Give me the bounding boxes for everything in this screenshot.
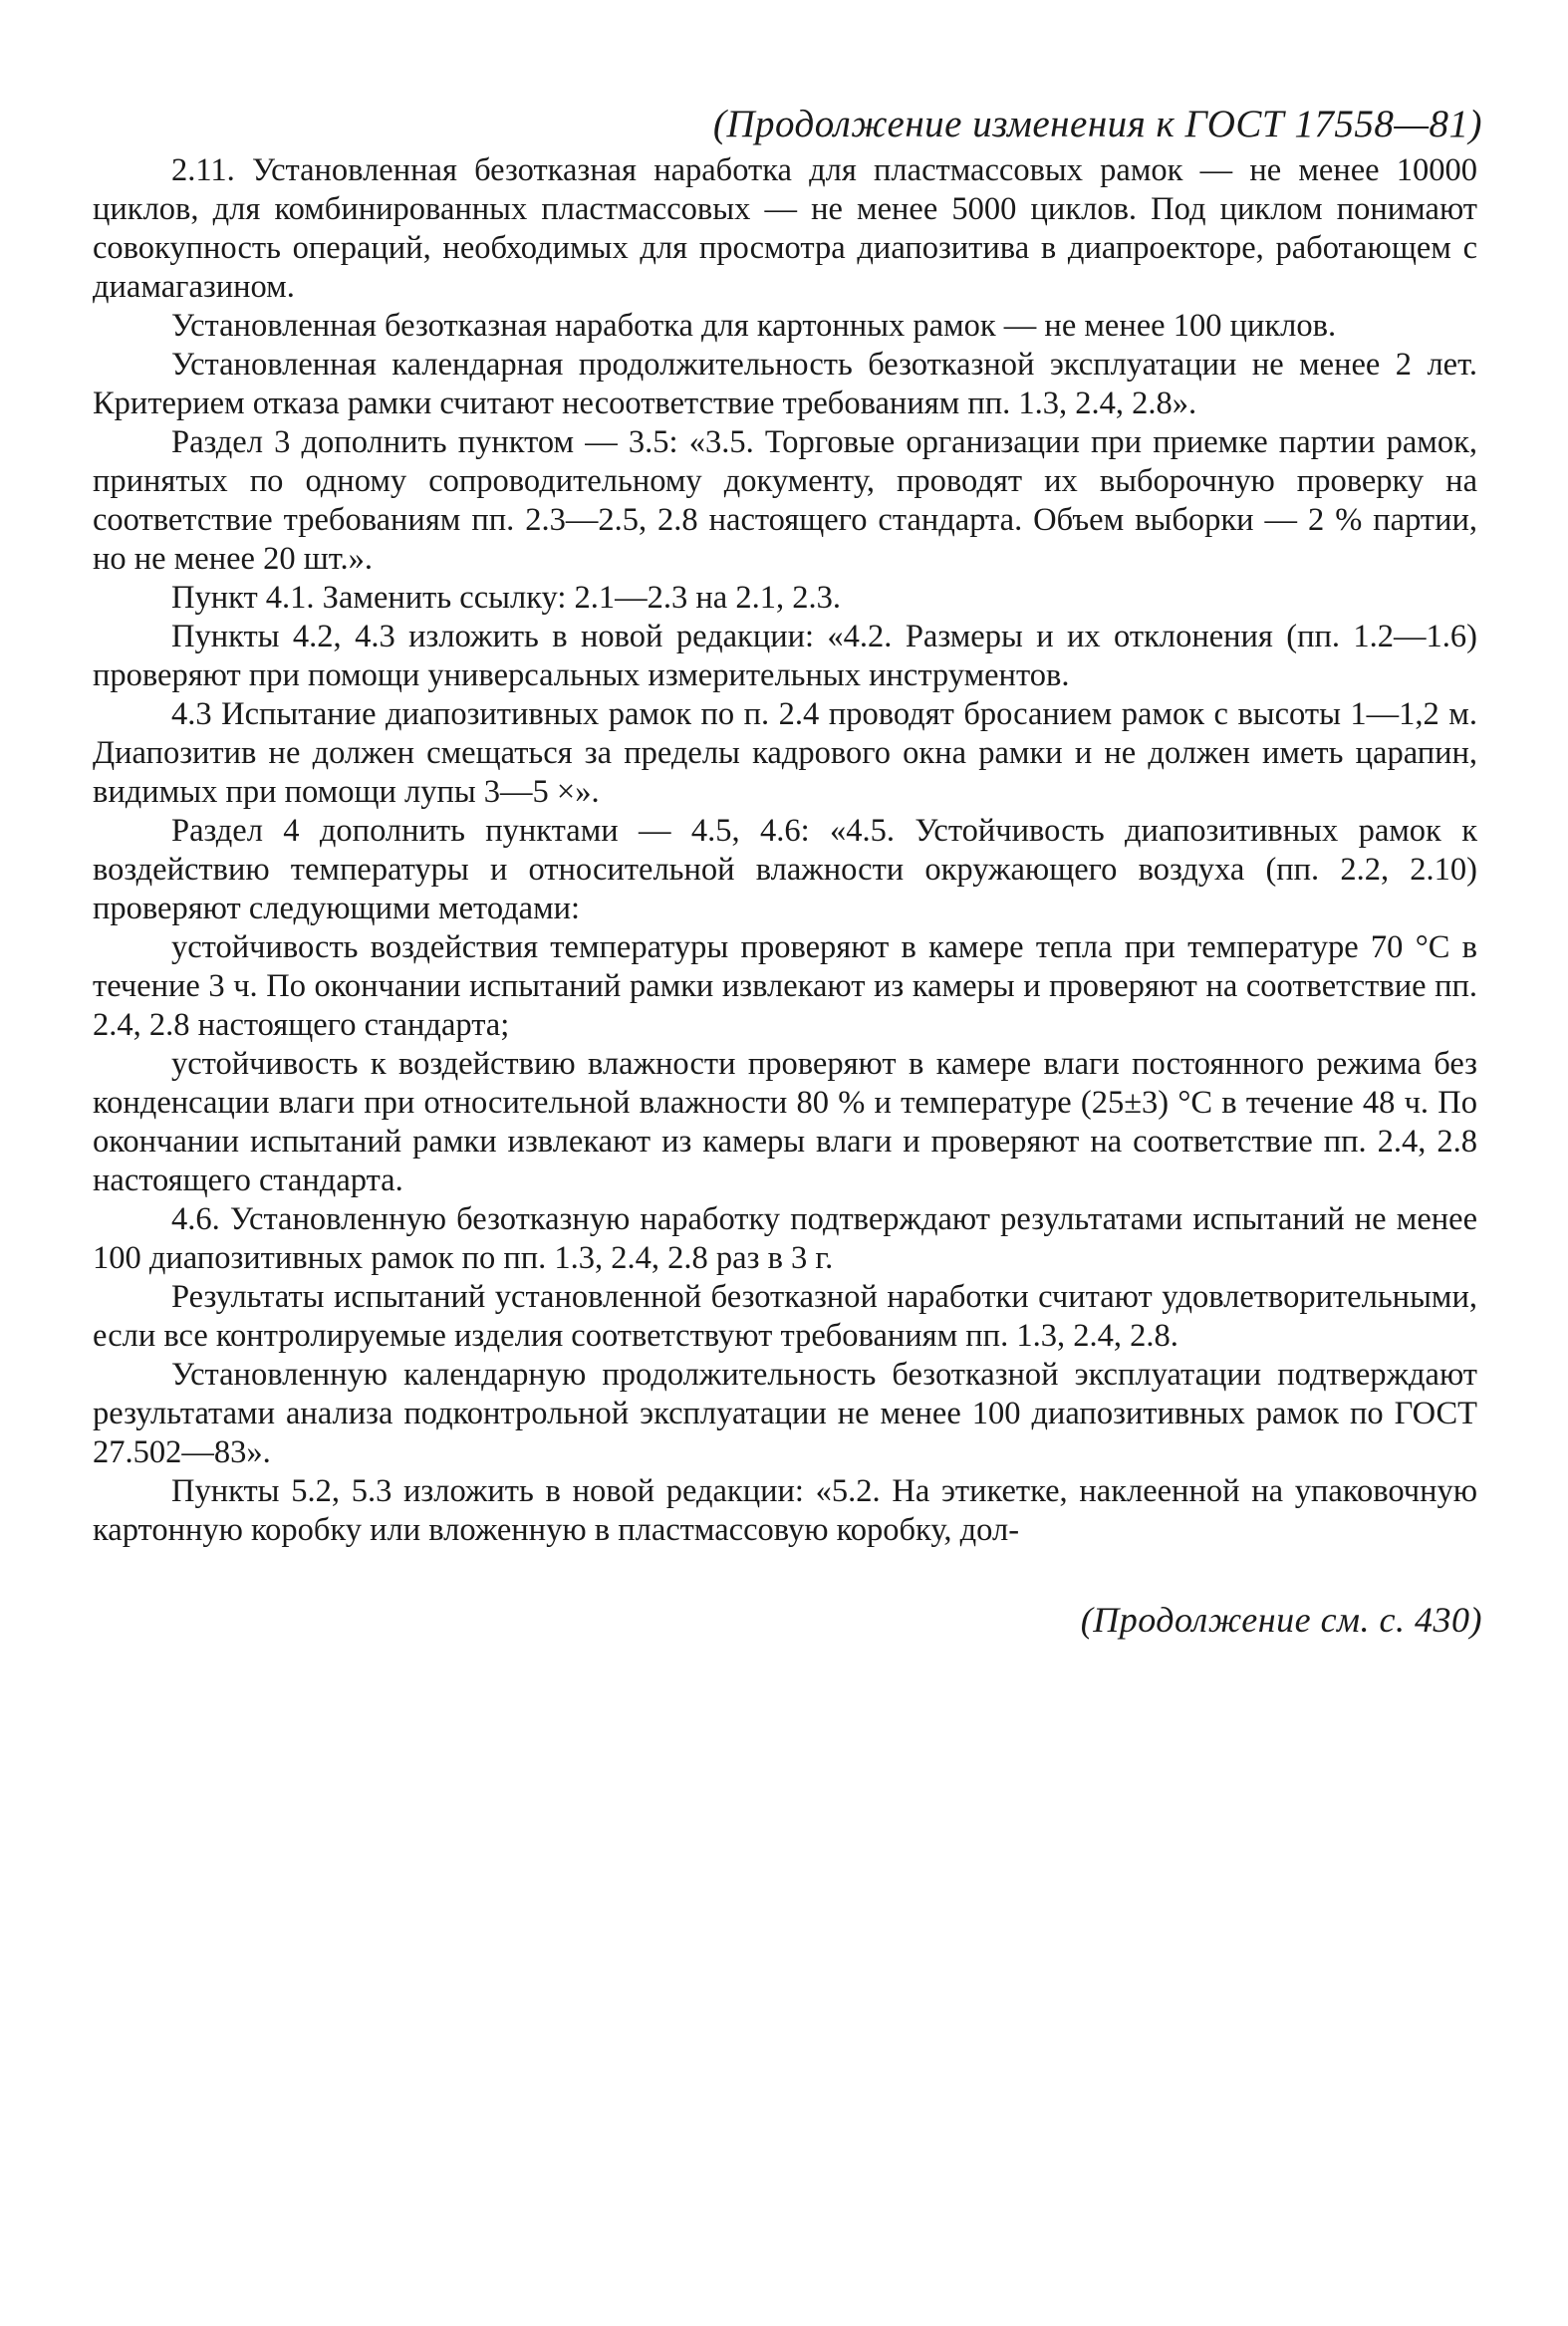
paragraph-humidity: устойчивость к воздействию влажности проверяют в камере влаги постоянного режима без конденсации влаги при относительной влажности 80 % и температуре (25±3) °С в течение 48 ч. По окончании испытаний рамки извлекают из камеры влаги и проверяют на соответствие пп. 2.4, 2.8 настоящего стандарта. (93, 1046, 1477, 1198)
paragraph-4-1: Пункт 4.1. Заменить ссылку: 2.1—2.3 на 2.1, 2.3. (171, 580, 841, 616)
paragraph-calendar-confirmation: Установленную календарную продолжительность безотказной эксплуатации подтверждают результатами анализа подконтрольной эксплуатации не менее 100 диапозитивных рамок по ГОСТ 27.502—83». (93, 1357, 1477, 1470)
paragraph-section-3: Раздел 3 дополнить пунктом — 3.5: «3.5. Торговые организации при приемке партии рамок, принятых по одному сопроводительному документу, проводят их выборочную проверку на соответствие требованиям пп. 2.3—2.5, 2.8 настоящего стандарта. Объем выборки — 2 % партии, но не менее 20 шт.». (93, 424, 1477, 577)
paragraph-4-3: 4.3 Испытание диапозитивных рамок по п. 2.4 проводят бросанием рамок с высоты 1—1,2 м. Диапозитив не должен смещаться за пределы кадрового окна рамки и не должен иметь царапин, видимых при помощи лупы 3—5 ×». (93, 696, 1477, 810)
page-footer-continuation: (Продолжение см. с. 430) (1080, 1600, 1482, 1640)
document-body (93, 151, 1477, 1550)
page-header-continuation: (Продолжение изменения к ГОСТ 17558—81) (712, 103, 1482, 145)
paragraph-results: Результаты испытаний установленной безотказной наработки считают удовлетворительными, если все контролируемые изделия соответствуют требованиям пп. 1.3, 2.4, 2.8. (93, 1279, 1477, 1354)
paragraph-section-4: Раздел 4 дополнить пунктами — 4.5, 4.6: «4.5. Устойчивость диапозитивных рамок к воздействию температуры и относительной влажности окружающего воздуха (пп. 2.2, 2.10) проверяют следующими методами: (93, 813, 1477, 926)
paragraph-2-11: 2.11. Установленная безотказная наработка для пластмассовых рамок — не менее 10000 циклов, для комбинированных пластмассовых — не менее 5000 циклов. Под циклом понимают совокупность операций, необходимых для просмотра диапозитива в диапроекторе, работающем с диамагазином. (93, 152, 1477, 305)
paragraph-cardboard-frames: Установленная безотказная наработка для картонных рамок — не менее 100 циклов. (171, 308, 1337, 344)
paragraph-4-2: Пункты 4.2, 4.3 изложить в новой редакции: «4.2. Размеры и их отклонения (пп. 1.2—1.6) проверяют при помощи универсальных измерительных инструментов. (93, 619, 1477, 693)
paragraph-temperature: устойчивость воздействия температуры проверяют в камере тепла при температуре 70 °С в течение 3 ч. По окончании испытаний рамки извлекают из камеры и проверяют на соответствие пп. 2.4, 2.8 настоящего стандарта; (93, 929, 1477, 1043)
paragraph-5-2: Пункты 5.2, 5.3 изложить в новой редакции: «5.2. На этикетке, наклеенной на упаковочную картонную коробку или вложенную в пластмассовую коробку, дол- (93, 1473, 1477, 1548)
paragraph-4-6: 4.6. Установленную безотказную наработку подтверждают результатами испытаний не менее 100 диапозитивных рамок по пп. 1.3, 2.4, 2.8 раз в 3 г. (93, 1201, 1477, 1276)
paragraph-calendar-duration: Установленная календарная продолжительность безотказной эксплуатации не менее 2 лет. Критерием отказа рамки считают несоответствие требованиям пп. 1.3, 2.4, 2.8». (93, 347, 1477, 421)
